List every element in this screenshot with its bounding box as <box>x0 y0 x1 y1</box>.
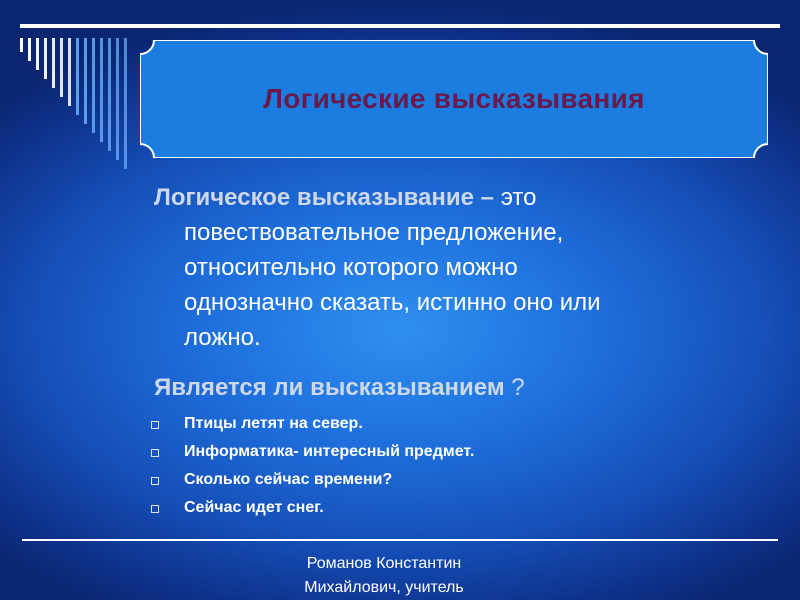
decorative-stripe <box>108 38 111 151</box>
bottom-divider-line <box>22 539 778 541</box>
decorative-stripe <box>84 38 87 124</box>
definition-first-word: это <box>500 184 537 211</box>
list-item <box>150 438 710 466</box>
decorative-stripe <box>76 38 79 115</box>
title-banner <box>140 40 768 158</box>
hollow-square-icon <box>151 449 159 457</box>
list-item <box>150 410 710 438</box>
list-item <box>150 494 710 522</box>
decorative-stripe <box>36 38 39 70</box>
decorative-stripe <box>68 38 71 106</box>
list-item <box>150 466 710 494</box>
definition-dash: – <box>474 184 501 211</box>
question-heading <box>154 374 525 402</box>
decorative-stripes <box>0 0 140 170</box>
slide-title: Логические высказывания <box>263 83 645 114</box>
hollow-square-icon <box>151 421 159 429</box>
decorative-stripe <box>52 38 55 88</box>
decorative-stripe <box>20 38 23 52</box>
definition-line-1: повествовательное предложение, <box>184 219 564 246</box>
author-line-1: Романов Константин <box>306 555 462 572</box>
decorative-stripe <box>92 38 95 133</box>
definition-line-4: ложно. <box>184 324 261 351</box>
hollow-square-icon <box>151 477 159 485</box>
author-line-2: Михайлович, учитель <box>304 579 464 596</box>
examples-list <box>150 410 710 522</box>
decorative-stripe <box>100 38 103 142</box>
example-text: Информатика- интересный предмет. <box>184 443 475 460</box>
definition-line-2: относительно которого можно <box>184 254 518 281</box>
example-text: Птицы летят на север. <box>184 415 363 432</box>
example-text: Сейчас идет снег. <box>184 499 324 516</box>
decorative-stripe <box>124 38 127 169</box>
question-mark: ? <box>504 374 525 401</box>
decorative-stripe <box>60 38 63 97</box>
decorative-stripe <box>116 38 119 160</box>
decorative-stripe <box>28 38 31 61</box>
author-footer <box>0 552 768 600</box>
definition-term: Логическое высказывание <box>154 184 474 211</box>
hollow-square-icon <box>151 505 159 513</box>
example-text: Сколько сейчас времени? <box>184 471 393 488</box>
question-text: Является ли высказыванием <box>154 374 505 401</box>
definition-block <box>154 180 754 355</box>
decorative-stripe <box>44 38 47 79</box>
definition-line-3: однозначно сказать, истинно оно или <box>184 289 601 316</box>
